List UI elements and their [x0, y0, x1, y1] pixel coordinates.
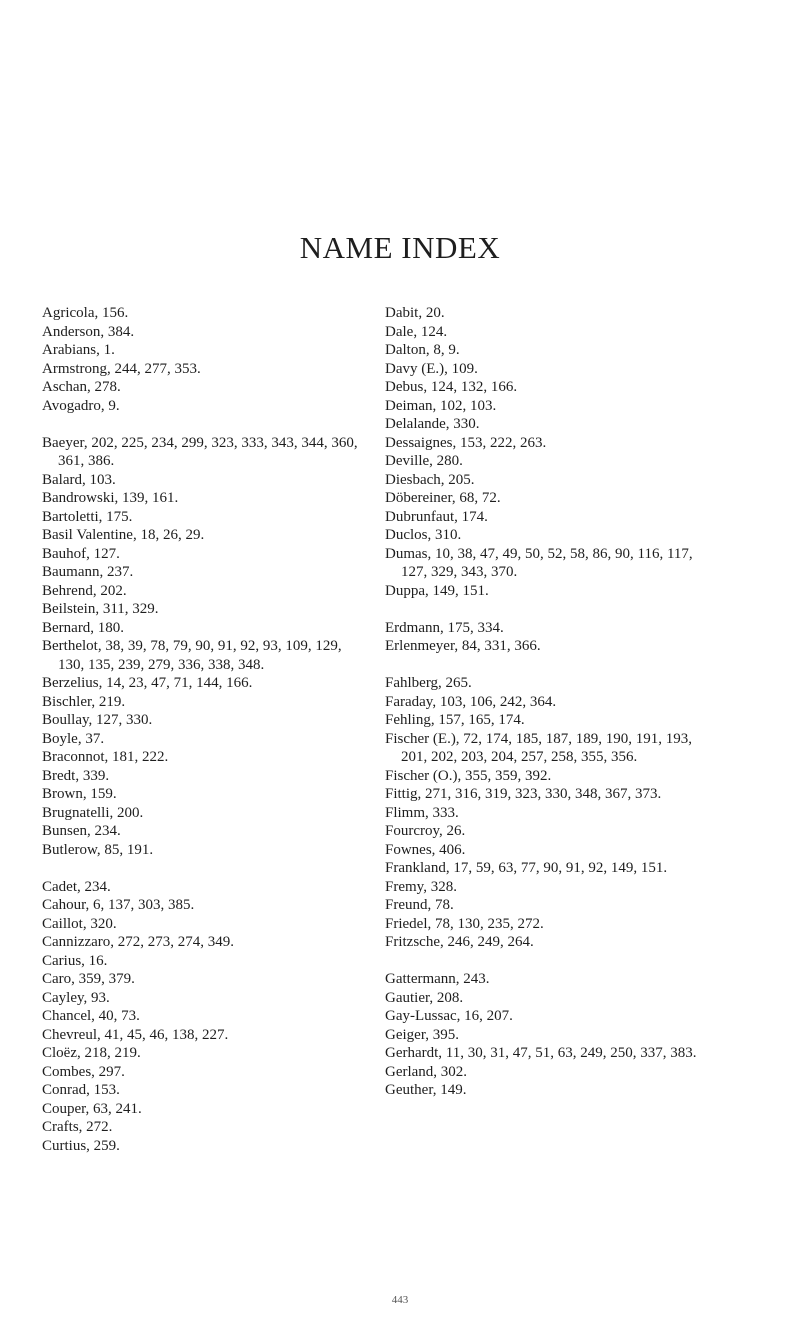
- index-entry: Carius, 16.: [42, 952, 108, 969]
- index-column-right: [385, 304, 715, 1100]
- letter-group-spacer: [385, 952, 715, 971]
- index-entry: Dabit, 20.: [385, 305, 445, 321]
- index-entry: Gay-Lussac, 16, 207.: [385, 1008, 513, 1024]
- index-entry: Fremy, 328.: [385, 878, 457, 895]
- index-entry: Anderson, 384.: [42, 323, 135, 340]
- index-entry: Boullay, 127, 330.: [42, 712, 153, 728]
- index-entry: Dale, 124.: [385, 323, 448, 340]
- index-entry: Fritzsche, 246, 249, 264.: [385, 934, 534, 950]
- index-entry: Döbereiner, 68, 72.: [385, 490, 501, 506]
- index-entry: Couper, 63, 241.: [42, 1100, 142, 1117]
- index-entry: Duppa, 149, 151.: [385, 582, 489, 599]
- index-entry: Balard, 103.: [42, 471, 116, 488]
- index-entry: Crafts, 272.: [42, 1119, 113, 1135]
- index-entry: Aschan, 278.: [42, 379, 121, 395]
- index-entry: Davy (E.), 109.: [385, 360, 478, 377]
- index-entry: Cloëz, 218, 219.: [42, 1045, 141, 1061]
- index-entry: Beilstein, 311, 329.: [42, 601, 159, 617]
- index-entry: Bauhof, 127.: [42, 545, 120, 562]
- index-entry: Geiger, 395.: [385, 1026, 459, 1043]
- index-entry: Bartoletti, 175.: [42, 508, 133, 525]
- index-entry: Bredt, 339.: [42, 767, 110, 784]
- index-entry: Gautier, 208.: [385, 989, 464, 1006]
- index-entry: Fischer (O.), 355, 359, 392.: [385, 767, 552, 784]
- letter-group-spacer: [42, 859, 362, 878]
- index-entry: Erdmann, 175, 334.: [385, 619, 504, 636]
- index-entry: Avogadro, 9.: [42, 397, 120, 414]
- index-entry: Agricola, 156.: [42, 305, 129, 321]
- index-entry: Bunsen, 234.: [42, 823, 121, 839]
- index-entry: Caro, 359, 379.: [42, 971, 135, 987]
- index-entry: Brown, 159.: [42, 786, 117, 802]
- index-entry: Gerhardt, 11, 30, 31, 47, 51, 63, 249, 250, 337, 383.: [385, 1045, 697, 1061]
- index-entry: Chancel, 40, 73.: [42, 1008, 140, 1024]
- index-entry: Dalton, 8, 9.: [385, 342, 460, 358]
- index-entry: Armstrong, 244, 277, 353.: [42, 360, 201, 377]
- index-entry: Frankland, 17, 59, 63, 77, 90, 91, 92, 149, 151.: [385, 860, 668, 876]
- index-entry: Fehling, 157, 165, 174.: [385, 712, 525, 728]
- index-entry: Faraday, 103, 106, 242, 364.: [385, 693, 557, 710]
- index-entry: Debus, 124, 132, 166.: [385, 379, 518, 395]
- index-entry: Berzelius, 14, 23, 47, 71, 144, 166.: [42, 675, 253, 691]
- page-number: 443: [391, 1294, 409, 1306]
- index-entry: Cahour, 6, 137, 303, 385.: [42, 897, 195, 913]
- index-entry: Freund, 78.: [385, 897, 454, 913]
- index-entry: Delalande, 330.: [385, 416, 480, 432]
- index-entry: Bischler, 219.: [42, 693, 126, 710]
- index-entry: Butlerow, 85, 191.: [42, 841, 154, 858]
- letter-group-spacer: [385, 600, 715, 619]
- index-column-left: [42, 304, 362, 1155]
- index-entry: Bernard, 180.: [42, 619, 125, 636]
- index-entry: Dessaignes, 153, 222, 263.: [385, 434, 547, 451]
- index-entry: Flimm, 333.: [385, 804, 459, 821]
- index-entry: Gattermann, 243.: [385, 971, 490, 987]
- index-entry: Deiman, 102, 103.: [385, 397, 497, 414]
- index-entry: Deville, 280.: [385, 453, 463, 469]
- index-entry: Gerland, 302.: [385, 1063, 468, 1080]
- index-entry: Conrad, 153.: [42, 1082, 120, 1098]
- index-entry: Bandrowski, 139, 161.: [42, 490, 179, 506]
- index-entry: Combes, 297.: [42, 1063, 125, 1080]
- index-entry: Cannizzaro, 272, 273, 274, 349.: [42, 934, 235, 950]
- index-entry: Behrend, 202.: [42, 582, 127, 599]
- index-entry: Dumas, 10, 38, 47, 49, 50, 52, 58, 86, 90, 116, 117, 127, 329, 343, 370.: [385, 545, 693, 580]
- index-entry: Brugnatelli, 200.: [42, 804, 144, 821]
- index-entry: Friedel, 78, 130, 235, 272.: [385, 915, 544, 932]
- index-entry: Boyle, 37.: [42, 730, 105, 747]
- index-entry: Arabians, 1.: [42, 342, 115, 358]
- index-entry: Fourcroy, 26.: [385, 823, 466, 839]
- index-entry: Erlenmeyer, 84, 331, 366.: [385, 638, 541, 654]
- index-entry: Chevreul, 41, 45, 46, 138, 227.: [42, 1026, 229, 1043]
- index-entry: Caillot, 320.: [42, 915, 117, 932]
- index-entry: Geuther, 149.: [385, 1082, 467, 1098]
- index-entry: Cayley, 93.: [42, 989, 110, 1006]
- index-entry: Braconnot, 181, 222.: [42, 749, 169, 765]
- index-entry: Duclos, 310.: [385, 527, 462, 543]
- letter-group-spacer: [385, 656, 715, 675]
- index-entry: Baumann, 237.: [42, 564, 134, 580]
- index-entry: Baeyer, 202, 225, 234, 299, 323, 333, 343, 344, 360, 361, 386.: [42, 434, 358, 469]
- index-entry: Basil Valentine, 18, 26, 29.: [42, 527, 205, 543]
- index-entry: Fownes, 406.: [385, 841, 466, 858]
- index-entry: Fittig, 271, 316, 319, 323, 330, 348, 367, 373.: [385, 786, 662, 802]
- page-title: NAME INDEX: [299, 230, 501, 265]
- letter-group-spacer: [42, 415, 362, 434]
- index-entry: Diesbach, 205.: [385, 471, 475, 488]
- index-entry: Fischer (E.), 72, 174, 185, 187, 189, 190, 191, 193, 201, 202, 203, 204, 257, 258, 355, 356.: [385, 730, 693, 765]
- index-entry: Cadet, 234.: [42, 878, 111, 895]
- index-entry: Dubrunfaut, 174.: [385, 508, 488, 525]
- index-entry: Fahlberg, 265.: [385, 675, 472, 691]
- index-entry: Curtius, 259.: [42, 1137, 120, 1154]
- index-entry: Berthelot, 38, 39, 78, 79, 90, 91, 92, 93, 109, 129, 130, 135, 239, 279, 336, 338, 348.: [42, 638, 342, 673]
